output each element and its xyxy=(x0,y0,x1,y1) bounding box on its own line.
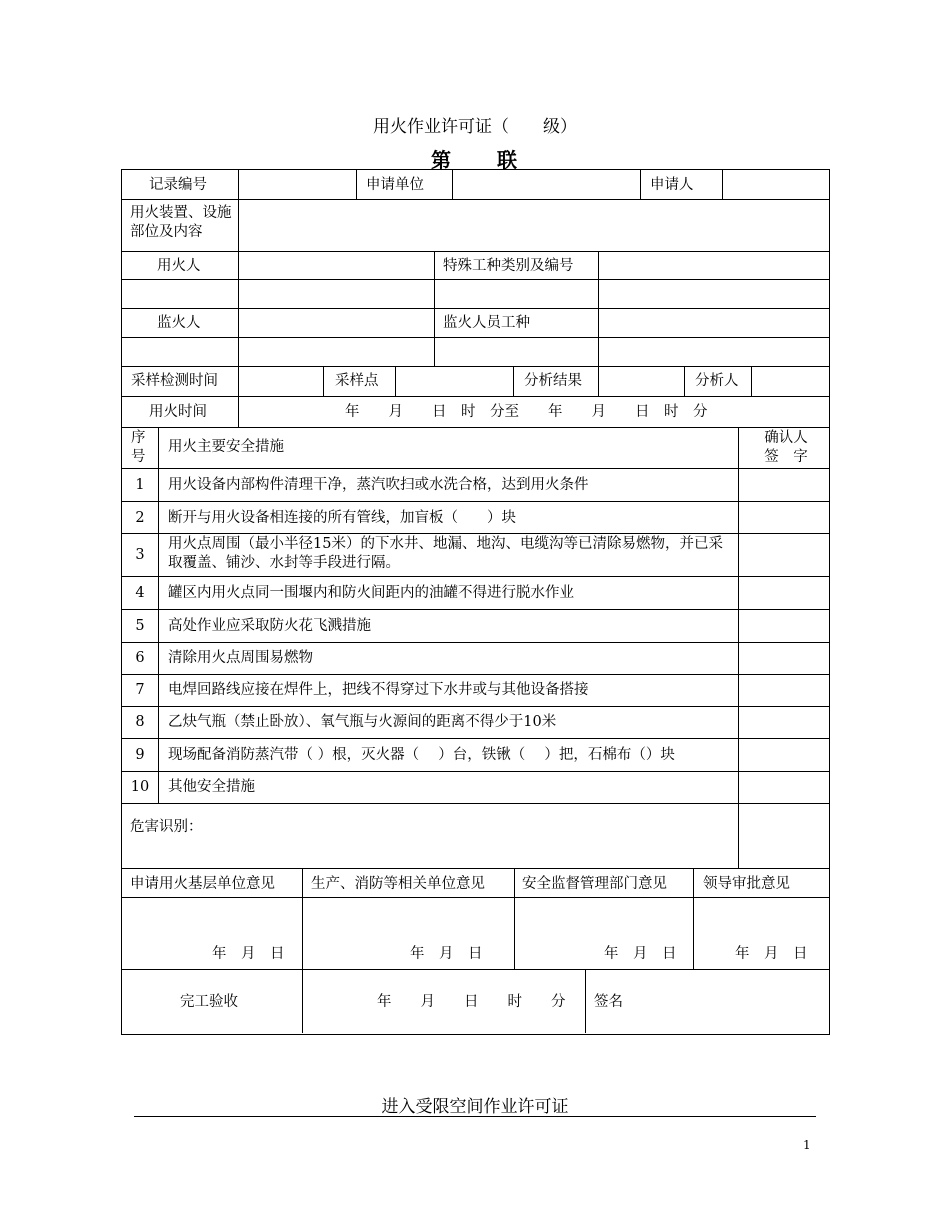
measure-no: 4 xyxy=(135,585,145,601)
permit-table xyxy=(121,169,830,1035)
opinion-applicant-unit: 申请用火基层单位意见 xyxy=(130,876,275,892)
completion-label: 完工验收 xyxy=(180,994,238,1010)
opinion-date: 年 月 日 xyxy=(212,946,285,962)
measure-no: 6 xyxy=(135,650,145,666)
sampling-point-label: 采样点 xyxy=(335,373,379,389)
measure-no: 8 xyxy=(135,714,145,730)
measures-header: 用火主要安全措施 xyxy=(168,439,284,455)
measure-text: 现场配备消防蒸汽带（ ）根，灭火器（ ）台，铁锹（ ）把，石棉布（）块 xyxy=(168,747,675,763)
special-trade-label: 特殊工种类别及编号 xyxy=(443,258,574,274)
measure-text: 其他安全措施 xyxy=(168,779,255,795)
measure-text: 高处作业应采取防火花飞溅措施 xyxy=(168,618,371,634)
page-number: 1 xyxy=(803,1138,811,1152)
measure-no: 10 xyxy=(130,779,150,795)
watcher-trade-label: 监火人员工种 xyxy=(443,315,530,331)
measure-no: 7 xyxy=(135,682,145,698)
opinion-related-units: 生产、消防等相关单位意见 xyxy=(311,876,485,892)
copy-number: 第 联 xyxy=(431,148,519,172)
measure-no: 3 xyxy=(135,547,145,563)
measure-text: 罐区内用火点同一围堰内和防火间距内的油罐不得进行脱水作业 xyxy=(168,585,574,601)
measure-no: 1 xyxy=(135,477,145,493)
seq-header: 序号 xyxy=(131,430,146,465)
measure-no: 9 xyxy=(135,747,145,763)
completion-time: 年 月 日 时 分 xyxy=(377,994,566,1010)
fire-watcher-label: 监火人 xyxy=(157,315,201,331)
next-section-title: 进入受限空间作业许可证 xyxy=(381,1097,569,1117)
applicant-label: 申请人 xyxy=(650,177,694,193)
fire-time-label: 用火时间 xyxy=(149,404,207,420)
signature-label: 签名 xyxy=(594,994,623,1010)
sampling-time-label: 采样检测时间 xyxy=(131,373,218,389)
confirm-header: 确认人签 字 xyxy=(764,430,808,465)
device-location-label: 用火装置、设施部位及内容 xyxy=(130,205,232,240)
opinion-date: 年 月 日 xyxy=(735,946,808,962)
opinion-safety-dept: 安全监督管理部门意见 xyxy=(522,876,667,892)
measure-text: 清除用火点周围易燃物 xyxy=(168,650,313,666)
applicant-unit-label: 申请单位 xyxy=(366,177,424,193)
fire-time-value: 年 月 日 时 分至 年 月 日 时 分 xyxy=(345,404,708,420)
measure-text: 用火设备内部构件清理干净，蒸汽吹扫或水洗合格，达到用火条件 xyxy=(168,477,589,493)
measure-no: 2 xyxy=(135,510,145,526)
measure-text: 电焊回路线应接在焊件上，把线不得穿过下水井或与其他设备搭接 xyxy=(168,682,589,698)
opinion-leader: 领导审批意见 xyxy=(703,876,790,892)
opinion-date: 年 月 日 xyxy=(410,946,483,962)
measure-text: 用火点周围（最小半径15米）的下水井、地漏、地沟、电缆沟等已清除易燃物，并已采取覆盖、铺沙、水封等手段进行隔。 xyxy=(168,536,723,571)
document-title: 用火作业许可证（ 级） xyxy=(373,117,577,137)
opinion-date: 年 月 日 xyxy=(604,946,677,962)
record-no-label: 记录编号 xyxy=(149,177,207,193)
fire-user-label: 用火人 xyxy=(157,258,201,274)
measure-no: 5 xyxy=(135,618,145,634)
measure-text: 乙炔气瓶（禁止卧放）、氧气瓶与火源间的距离不得少于10米 xyxy=(168,714,557,730)
analysis-result-label: 分析结果 xyxy=(524,373,582,389)
analyst-label: 分析人 xyxy=(695,373,739,389)
divider xyxy=(134,1116,816,1117)
measure-text: 断开与用火设备相连接的所有管线，加盲板（ ）块 xyxy=(168,510,516,526)
hazard-identification-label: 危害识别： xyxy=(130,819,203,835)
